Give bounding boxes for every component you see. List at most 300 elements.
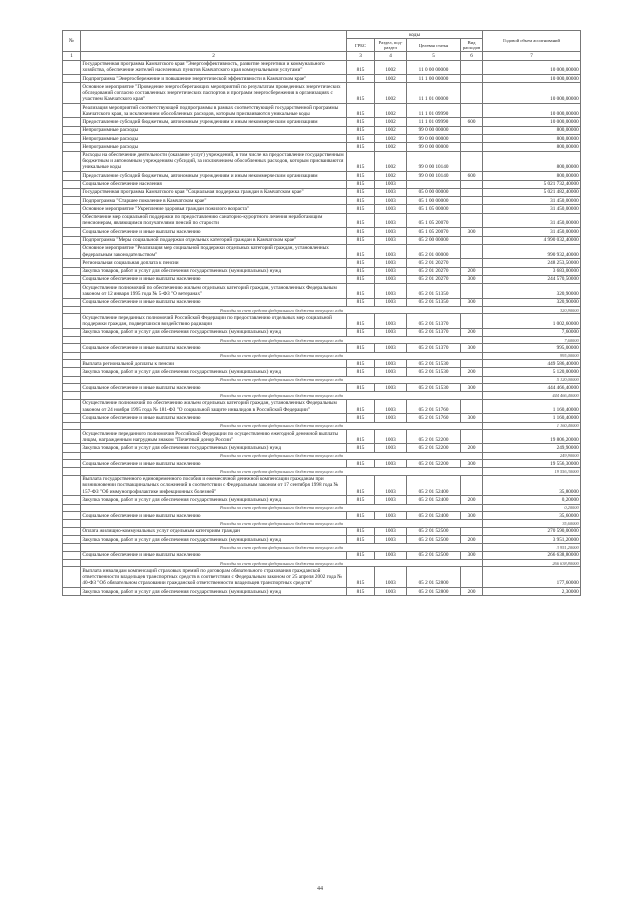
section-cell: 1003 [375, 344, 407, 352]
table-row [63, 83, 581, 104]
item-name-cell: Социальное обеспечение и иные выплаты населению [81, 414, 347, 422]
amount-cell: 800,00000 [483, 151, 581, 172]
section-cell: 1003 [375, 180, 407, 188]
section-cell: 1003 [375, 536, 407, 544]
section-cell: 1003 [375, 188, 407, 196]
target-cell: 05 2 01 20270 [407, 267, 461, 275]
amount-cell: 249,90000 [483, 444, 581, 452]
section-cell: 1002 [375, 143, 407, 151]
row-num-cell [63, 527, 81, 535]
row-num-cell [63, 172, 81, 180]
section-cell: 1003 [375, 587, 407, 595]
table-row [63, 197, 581, 205]
amount-cell: 320,90000 [483, 284, 581, 298]
item-name-cell: Оплата жилищно-коммунальных услуг отдельным категориям граждан [81, 527, 347, 535]
row-num-cell [63, 360, 81, 368]
type-cell: 300 [461, 228, 483, 236]
row-num-cell [63, 197, 81, 205]
section-cell: 1003 [375, 475, 407, 496]
row-num-cell [63, 414, 81, 422]
row-num-cell [63, 228, 81, 236]
grbs-cell: 815 [347, 384, 375, 392]
target-cell: 05 1 05 20070 [407, 213, 461, 227]
type-cell: 300 [461, 275, 483, 283]
target-cell: 05 2 01 51530 [407, 368, 461, 376]
target-cell: 05 2 01 20270 [407, 275, 461, 283]
row-num-cell [63, 151, 81, 172]
table-row [63, 143, 581, 151]
item-name-cell: Выплата инвалидам компенсаций страховых премий по договорам обязательного страхования гражданской ответственности владельцев транспортных средств в соответствии с Федеральным законом от 25 апреля 2002 года № 40-ФЗ "Об обязательном страховании гражданской ответственности владельцев транспортных средств" [81, 567, 347, 588]
amount-cell: 35,60000 [483, 512, 581, 520]
section-cell: 1003 [375, 244, 407, 258]
table-row [63, 151, 581, 172]
type-cell [461, 180, 483, 188]
type-cell [461, 429, 483, 443]
table-row [63, 213, 581, 227]
row-num-cell [63, 75, 81, 83]
row-num-cell [63, 512, 81, 520]
type-cell [461, 567, 483, 588]
funding-note-amount: 444 466,40000 [483, 392, 581, 399]
row-num-cell [63, 284, 81, 298]
amount-cell: 3 683,00000 [483, 267, 581, 275]
row-num-cell [63, 244, 81, 258]
item-name-cell: Предоставление субсидий бюджетным, автономным учреждениям и иным некоммерческим организациям [81, 118, 347, 126]
target-cell: 99 0 00 00000 [407, 126, 461, 134]
target-cell: 05 1 00 00000 [407, 197, 461, 205]
section-cell: 1003 [375, 284, 407, 298]
row-num-cell [63, 429, 81, 443]
row-num-cell [63, 368, 81, 376]
grbs-cell: 815 [347, 143, 375, 151]
type-cell: 600 [461, 172, 483, 180]
funding-note-row [63, 520, 581, 527]
grbs-cell: 815 [347, 536, 375, 544]
target-cell: 05 2 01 51370 [407, 344, 461, 352]
item-name-cell: Социальное обеспечение и иные выплаты населению [81, 228, 347, 236]
amount-cell: 177,60000 [483, 567, 581, 588]
amount-cell: 0,20000 [483, 496, 581, 504]
table-row [63, 103, 581, 117]
type-cell [461, 135, 483, 143]
section-cell: 1003 [375, 527, 407, 535]
grbs-cell: 815 [347, 135, 375, 143]
note-spacer [63, 544, 81, 551]
amount-cell: 10 000,00000 [483, 60, 581, 74]
colnum: 4 [375, 52, 407, 60]
item-name-cell: Выплата региональной доплаты к пенсии [81, 360, 347, 368]
amount-cell: 800,00000 [483, 135, 581, 143]
grbs-cell: 815 [347, 328, 375, 336]
amount-cell: 31 450,00000 [483, 197, 581, 205]
target-cell: 99 0 00 00000 [407, 143, 461, 151]
amount-cell: 4 990 032,40000 [483, 236, 581, 244]
funding-note-row [63, 422, 581, 429]
table-row [63, 328, 581, 336]
item-name-cell: Осуществление полномочий по обеспечению жильем отдельных категорий граждан, установленных Федеральным законом от 24 ноября 1995 года № 181-ФЗ "О социальной защите инвалидов в Российской Федерации" [81, 399, 347, 413]
item-name-cell: Региональная социальная доплата к пенсии [81, 259, 347, 267]
note-spacer [63, 452, 81, 459]
row-num-cell [63, 259, 81, 267]
table-row [63, 587, 581, 595]
target-cell: 05 2 01 51370 [407, 314, 461, 328]
target-cell: 11 1 00 00000 [407, 75, 461, 83]
target-cell: 05 2 01 52400 [407, 475, 461, 496]
name-header [81, 31, 347, 52]
row-num-cell [63, 587, 81, 595]
grbs-cell: 815 [347, 188, 375, 196]
note-spacer [63, 422, 81, 429]
target-cell: 11 1 01 00000 [407, 83, 461, 104]
grbs-cell: 815 [347, 197, 375, 205]
grbs-cell: 815 [347, 527, 375, 535]
row-num-cell [63, 118, 81, 126]
table-row [63, 384, 581, 392]
target-cell: 05 2 01 00000 [407, 244, 461, 258]
section-cell: 1003 [375, 213, 407, 227]
table-row [63, 172, 581, 180]
grbs-cell: 815 [347, 259, 375, 267]
section-cell: 1003 [375, 512, 407, 520]
target-cell: 05 2 01 51530 [407, 384, 461, 392]
table-row [63, 126, 581, 134]
grbs-cell: 815 [347, 205, 375, 213]
section-cell: 1002 [375, 118, 407, 126]
funding-note-row [63, 392, 581, 399]
amount-cell: 19 806,20000 [483, 429, 581, 443]
target-cell: 05 1 05 00000 [407, 205, 461, 213]
type-cell [461, 143, 483, 151]
amount-cell: 1 160,40000 [483, 399, 581, 413]
type-cell: 600 [461, 118, 483, 126]
target-cell: 05 2 00 00000 [407, 236, 461, 244]
grbs-cell: 815 [347, 284, 375, 298]
item-name-cell: Социальное обеспечение и иные выплаты населению [81, 551, 347, 559]
table-row [63, 444, 581, 452]
funding-note-text: Расходы за счет средств федерального бюджета текущего года [81, 468, 483, 475]
section-cell: 1002 [375, 103, 407, 117]
table-row [63, 527, 581, 535]
section-cell: 1002 [375, 151, 407, 172]
table-row [63, 536, 581, 544]
table-row [63, 135, 581, 143]
row-num-cell [63, 328, 81, 336]
note-spacer [63, 468, 81, 475]
type-cell [461, 213, 483, 227]
amount-cell: 7,60000 [483, 328, 581, 336]
section-cell: 1003 [375, 496, 407, 504]
funding-note-amount: 5 120,00000 [483, 376, 581, 383]
funding-note-text: Расходы за счет средств федерального бюджета текущего года [81, 337, 483, 344]
grbs-cell: 815 [347, 180, 375, 188]
funding-note-text: Расходы за счет средств федерального бюджета текущего года [81, 376, 483, 383]
item-name-cell: Социальное обеспечение и иные выплаты населению [81, 512, 347, 520]
colnum: 7 [483, 52, 581, 60]
funding-note-amount: 320,90000 [483, 306, 581, 313]
funding-note-row [63, 504, 581, 511]
table-row [63, 567, 581, 588]
grbs-cell: 815 [347, 298, 375, 306]
type-cell [461, 126, 483, 134]
funding-note-text: Расходы за счет средств федерального бюджета текущего года [81, 544, 483, 551]
section-cell: 1002 [375, 60, 407, 74]
amount-cell: 449 586,40000 [483, 360, 581, 368]
row-num-cell [63, 236, 81, 244]
row-num-cell [63, 444, 81, 452]
section-header: Раздел, под-раздел [375, 39, 407, 52]
target-cell: 05 2 01 52500 [407, 551, 461, 559]
section-cell: 1003 [375, 567, 407, 588]
colnum: 2 [81, 52, 347, 60]
target-header: Целевая статья [407, 39, 461, 52]
section-cell: 1003 [375, 328, 407, 336]
table-row [63, 275, 581, 283]
section-cell: 1003 [375, 228, 407, 236]
funding-note-row [63, 337, 581, 344]
section-cell: 1003 [375, 259, 407, 267]
target-cell: 05 2 01 51350 [407, 298, 461, 306]
codes-header: коды [347, 31, 483, 39]
target-cell: 99 0 00 00000 [407, 135, 461, 143]
section-cell: 1002 [375, 135, 407, 143]
amount-cell: 2,30000 [483, 587, 581, 595]
target-cell: 05 2 01 51760 [407, 399, 461, 413]
amount-cell: 990 932,40000 [483, 244, 581, 258]
table-body [63, 60, 581, 596]
amount-cell: 248 253,50000 [483, 259, 581, 267]
funding-note-amount: 3 951,20000 [483, 544, 581, 551]
section-cell: 1003 [375, 551, 407, 559]
target-cell: 05 2 01 52400 [407, 512, 461, 520]
amount-cell: 800,00000 [483, 172, 581, 180]
note-spacer [63, 520, 81, 527]
item-name-cell: Закупка товаров, работ и услуг для обеспечения государственных (муниципальных) нужд [81, 536, 347, 544]
colnum: 6 [461, 52, 483, 60]
target-cell: 05 2 01 52200 [407, 444, 461, 452]
item-name-cell: Социальное обеспечение и иные выплаты населению [81, 344, 347, 352]
funding-note-row [63, 376, 581, 383]
type-cell: 200 [461, 587, 483, 595]
type-cell [461, 244, 483, 258]
funding-note-amount: 7,60000 [483, 337, 581, 344]
amount-cell: 5 120,00000 [483, 368, 581, 376]
type-cell: 300 [461, 512, 483, 520]
note-spacer [63, 376, 81, 383]
item-name-cell: Подпрограмма "Энергосбережение и повышение энергетической эффективности в Камчатском крае" [81, 75, 347, 83]
target-cell: 05 0 00 00000 [407, 188, 461, 196]
table-row [63, 368, 581, 376]
amount-cell: 800,00000 [483, 143, 581, 151]
item-name-cell: Выплата государственного единовременного пособия и ежемесячной денежной компенсации гражданам при возникновении поствакцинальных осложнений в соответствии с Федеральным законом от 17 сентября 1998 года № 157-ФЗ "Об иммунопрофилактике инфекционных болезней" [81, 475, 347, 496]
column-numbers-row [63, 52, 581, 60]
note-spacer [63, 560, 81, 567]
section-cell: 1003 [375, 197, 407, 205]
funding-note-text: Расходы за счет средств федерального бюджета текущего года [81, 352, 483, 359]
row-num-cell [63, 314, 81, 328]
table-row [63, 188, 581, 196]
amount-cell: 1 002,60000 [483, 314, 581, 328]
amount-cell: 35,80000 [483, 475, 581, 496]
note-spacer [63, 392, 81, 399]
type-header: Вид расходов [461, 39, 483, 52]
grbs-cell: 815 [347, 118, 375, 126]
funding-note-text: Расходы за счет средств федерального бюджета текущего года [81, 392, 483, 399]
funding-note-amount: 249,90000 [483, 452, 581, 459]
funding-note-text: Расходы за счет средств федерального бюджета текущего года [81, 422, 483, 429]
amount-cell: 995,00000 [483, 344, 581, 352]
item-name-cell: Закупка товаров, работ и услуг для обеспечения государственных (муниципальных) нужд [81, 496, 347, 504]
section-cell: 1003 [375, 205, 407, 213]
type-cell [461, 75, 483, 83]
funding-note-amount: 35,60000 [483, 520, 581, 527]
funding-note-amount: 19 556,30000 [483, 468, 581, 475]
row-num-cell [63, 567, 81, 588]
table-row [63, 267, 581, 275]
section-cell: 1002 [375, 75, 407, 83]
row-num-cell [63, 60, 81, 74]
item-name-cell: Расходы на обеспечение деятельности (оказание услуг) учреждений, в том числе на предоставление государственным бюджетным и автономным учреждениям субсидий, за исключением обособленных расходов, которым присваиваются уникальные коды [81, 151, 347, 172]
grbs-cell: 815 [347, 60, 375, 74]
item-name-cell: Осуществление полномочий по обеспечению жильем отдельных категорий граждан, установленных Федеральным законом от 12 января 1995 года № 5-ФЗ "О ветеранах" [81, 284, 347, 298]
section-cell: 1002 [375, 126, 407, 134]
section-cell: 1003 [375, 236, 407, 244]
amount-cell: 10 000,00000 [483, 83, 581, 104]
item-name-cell: Социальное обеспечение и иные выплаты населению [81, 384, 347, 392]
section-cell: 1002 [375, 83, 407, 104]
item-name-cell: Государственная программа Камчатского края "Энергоэффективность, развитие энергетики и коммунального хозяйства, обеспечение жителей населенных пунктов Камчатского края коммунальными услугами" [81, 60, 347, 74]
row-num-cell [63, 135, 81, 143]
item-name-cell: Закупка товаров, работ и услуг для обеспечения государственных (муниципальных) нужд [81, 267, 347, 275]
funding-note-row [63, 352, 581, 359]
type-cell: 200 [461, 496, 483, 504]
table-row [63, 475, 581, 496]
amount-cell: 800,00000 [483, 126, 581, 134]
section-cell: 1003 [375, 314, 407, 328]
grbs-cell: 815 [347, 475, 375, 496]
table-row [63, 60, 581, 74]
item-name-cell: Основное мероприятие "Укрепление здоровья граждан пожилого возраста" [81, 205, 347, 213]
target-cell: 11 1 01 09990 [407, 103, 461, 117]
target-cell: 05 2 01 51350 [407, 284, 461, 298]
amount-cell: 270 590,00000 [483, 527, 581, 535]
table-row [63, 205, 581, 213]
table-row [63, 236, 581, 244]
num-header: № [63, 31, 81, 52]
item-name-cell: Социальное обеспечение населения [81, 180, 347, 188]
section-cell: 1003 [375, 414, 407, 422]
type-cell [461, 236, 483, 244]
type-cell [461, 314, 483, 328]
amount-cell: 5 021 732,40000 [483, 180, 581, 188]
type-cell [461, 360, 483, 368]
note-spacer [63, 504, 81, 511]
row-num-cell [63, 460, 81, 468]
amount-cell: 10 000,00000 [483, 118, 581, 126]
grbs-cell: 815 [347, 551, 375, 559]
type-cell: 300 [461, 551, 483, 559]
grbs-header: ГРБС [347, 39, 375, 52]
section-cell: 1003 [375, 444, 407, 452]
grbs-cell: 815 [347, 75, 375, 83]
amount-cell: 31 450,00000 [483, 213, 581, 227]
section-cell: 1003 [375, 399, 407, 413]
item-name-cell: Реализация мероприятий соответствующей подпрограммы в рамках соответствующей государственной программы Камчатского края, за исключением обособленных расходов, которым присваиваются уникальные коды [81, 103, 347, 117]
table-row [63, 118, 581, 126]
table-header [63, 31, 581, 61]
type-cell [461, 205, 483, 213]
target-cell: 05 2 01 52500 [407, 536, 461, 544]
type-cell [461, 284, 483, 298]
target-cell: 05 2 01 51530 [407, 360, 461, 368]
section-cell: 1003 [375, 275, 407, 283]
table-row [63, 414, 581, 422]
table-row [63, 244, 581, 258]
item-name-cell: Закупка товаров, работ и услуг для обеспечения государственных (муниципальных) нужд [81, 328, 347, 336]
type-cell [461, 399, 483, 413]
item-name-cell: Закупка товаров, работ и услуг для обеспечения государственных (муниципальных) нужд [81, 587, 347, 595]
item-name-cell: Непрограммные расходы [81, 143, 347, 151]
type-cell [461, 83, 483, 104]
funding-note-text: Расходы за счет средств федерального бюджета текущего года [81, 452, 483, 459]
type-cell: 300 [461, 298, 483, 306]
grbs-cell: 815 [347, 267, 375, 275]
item-name-cell: Подпрограмма "Меры социальной поддержки отдельных категорий граждан в Камчатском крае" [81, 236, 347, 244]
item-name-cell: Непрограммные расходы [81, 135, 347, 143]
target-cell: 05 1 05 20070 [407, 228, 461, 236]
amount-cell: 31 450,00000 [483, 228, 581, 236]
type-cell: 300 [461, 460, 483, 468]
target-cell: 05 2 01 52200 [407, 460, 461, 468]
type-cell [461, 60, 483, 74]
grbs-cell: 815 [347, 414, 375, 422]
funding-note-row [63, 306, 581, 313]
funding-note-row [63, 468, 581, 475]
funding-note-row [63, 560, 581, 567]
funding-note-text: Расходы за счет средств федерального бюджета текущего года [81, 504, 483, 511]
table-row [63, 460, 581, 468]
grbs-cell: 815 [347, 344, 375, 352]
grbs-cell: 815 [347, 444, 375, 452]
row-num-cell [63, 344, 81, 352]
item-name-cell: Закупка товаров, работ и услуг для обеспечения государственных (муниципальных) нужд [81, 368, 347, 376]
grbs-cell: 815 [347, 244, 375, 258]
table-row [63, 284, 581, 298]
type-cell: 300 [461, 344, 483, 352]
grbs-cell: 815 [347, 368, 375, 376]
section-cell: 1003 [375, 429, 407, 443]
type-cell [461, 103, 483, 117]
item-name-cell: Социальное обеспечение и иные выплаты населению [81, 275, 347, 283]
row-num-cell [63, 205, 81, 213]
row-num-cell [63, 475, 81, 496]
funding-note-amount: 995,00000 [483, 352, 581, 359]
amount-header: Годовой объем ассигнований [483, 31, 581, 52]
row-num-cell [63, 188, 81, 196]
table-row [63, 429, 581, 443]
section-cell: 1003 [375, 368, 407, 376]
type-cell: 200 [461, 368, 483, 376]
table-row [63, 512, 581, 520]
type-cell: 300 [461, 414, 483, 422]
section-cell: 1003 [375, 360, 407, 368]
table-row [63, 496, 581, 504]
table-row [63, 399, 581, 413]
table-row [63, 259, 581, 267]
target-cell: 05 2 01 20270 [407, 259, 461, 267]
grbs-cell: 815 [347, 151, 375, 172]
section-cell: 1003 [375, 267, 407, 275]
item-name-cell: Осуществление переданного полномочия Российской Федерации по осуществлению ежегодной денежной выплаты лицам, награжденным нагрудным знаком "Почетный донор России" [81, 429, 347, 443]
